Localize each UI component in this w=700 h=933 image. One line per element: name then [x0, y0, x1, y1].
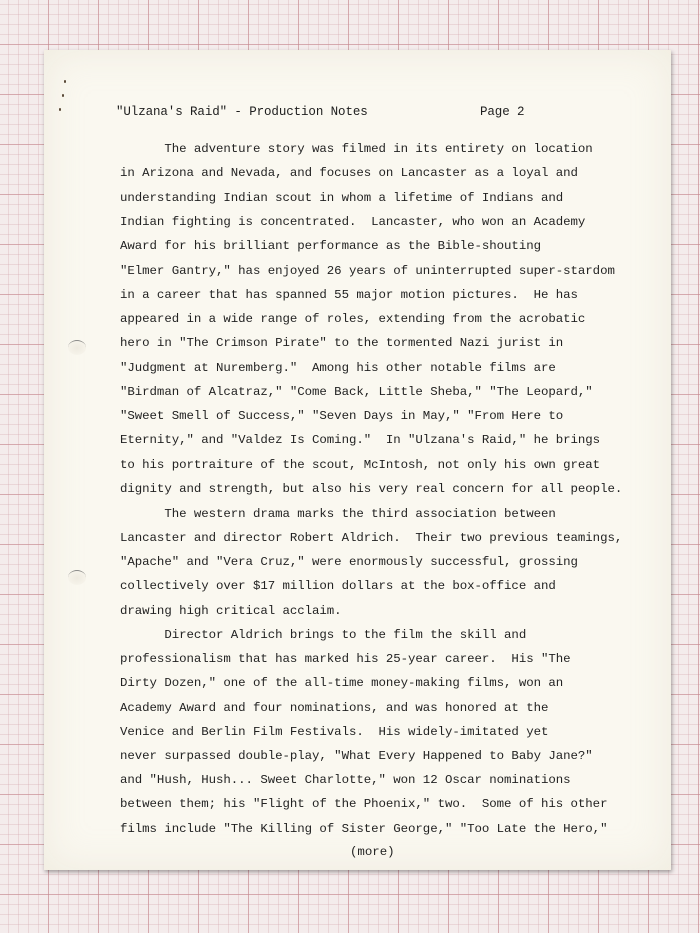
- text-line: appeared in a wide range of roles, extending from the acrobatic: [120, 312, 586, 326]
- text-line: Academy Award and four nominations, and was honored at the: [120, 701, 549, 715]
- text-line: Eternity," and "Valdez Is Coming." In "Ulzana's Raid," he brings: [120, 433, 601, 447]
- text-line: Lancaster and director Robert Aldrich. Their two previous teamings,: [120, 531, 623, 545]
- text-line: "Sweet Smell of Success," "Seven Days in May," "From Here to: [120, 409, 564, 423]
- text-line: professionalism that has marked his 25-year career. His "The: [120, 652, 571, 666]
- text-line: "Elmer Gantry," has enjoyed 26 years of uninterrupted super-stardom: [120, 264, 615, 278]
- text-line: collectively over $17 million dollars at the box-office and: [120, 579, 556, 593]
- punch-hole: [68, 570, 86, 585]
- text-line: never surpassed double-play, "What Every Happened to Baby Jane?": [120, 749, 593, 763]
- text-line: The western drama marks the third association between: [120, 507, 556, 521]
- text-line: The adventure story was filmed in its entirety on location: [120, 142, 593, 156]
- text-line: and "Hush, Hush... Sweet Charlotte," won 12 Oscar nominations: [120, 773, 571, 787]
- text-line: Indian fighting is concentrated. Lancaster, who won an Academy: [120, 215, 586, 229]
- text-line: "Judgment at Nuremberg." Among his other notable films are: [120, 361, 556, 375]
- text-line: between them; his "Flight of the Phoenix," two. Some of his other: [120, 797, 608, 811]
- text-line: in a career that has spanned 55 major motion pictures. He has: [120, 288, 578, 302]
- paper-speck: [62, 94, 64, 97]
- text-line: drawing high critical acclaim.: [120, 604, 342, 618]
- text-line: "Birdman of Alcatraz," "Come Back, Little Sheba," "The Leopard,": [120, 385, 593, 399]
- text-line: hero in "The Crimson Pirate" to the tormented Nazi jurist in: [120, 336, 564, 350]
- page-number: Page 2: [480, 105, 525, 119]
- text-line: to his portraiture of the scout, McIntosh, not only his own great: [120, 458, 601, 472]
- paper-speck: [59, 108, 61, 111]
- text-line: dignity and strength, but also his very real concern for all people.: [120, 482, 623, 496]
- text-line: Director Aldrich brings to the film the skill and: [120, 628, 527, 642]
- text-line: films include "The Killing of Sister George," "Too Late the Hero,": [120, 822, 608, 836]
- text-line: Dirty Dozen," one of the all-time money-making films, won an: [120, 676, 564, 690]
- text-line: Award for his brilliant performance as the Bible-shouting: [120, 239, 541, 253]
- punch-hole: [68, 340, 86, 355]
- text-line: Venice and Berlin Film Festivals. His widely-imitated yet: [120, 725, 549, 739]
- text-line: understanding Indian scout in whom a lifetime of Indians and: [120, 191, 564, 205]
- document-page: [44, 50, 671, 870]
- text-line: in Arizona and Nevada, and focuses on Lancaster as a loyal and: [120, 166, 578, 180]
- continued-marker: (more): [350, 845, 395, 859]
- paper-speck: [64, 80, 66, 83]
- text-line: "Apache" and "Vera Cruz," were enormously successful, grossing: [120, 555, 578, 569]
- document-title: "Ulzana's Raid" - Production Notes: [116, 105, 368, 119]
